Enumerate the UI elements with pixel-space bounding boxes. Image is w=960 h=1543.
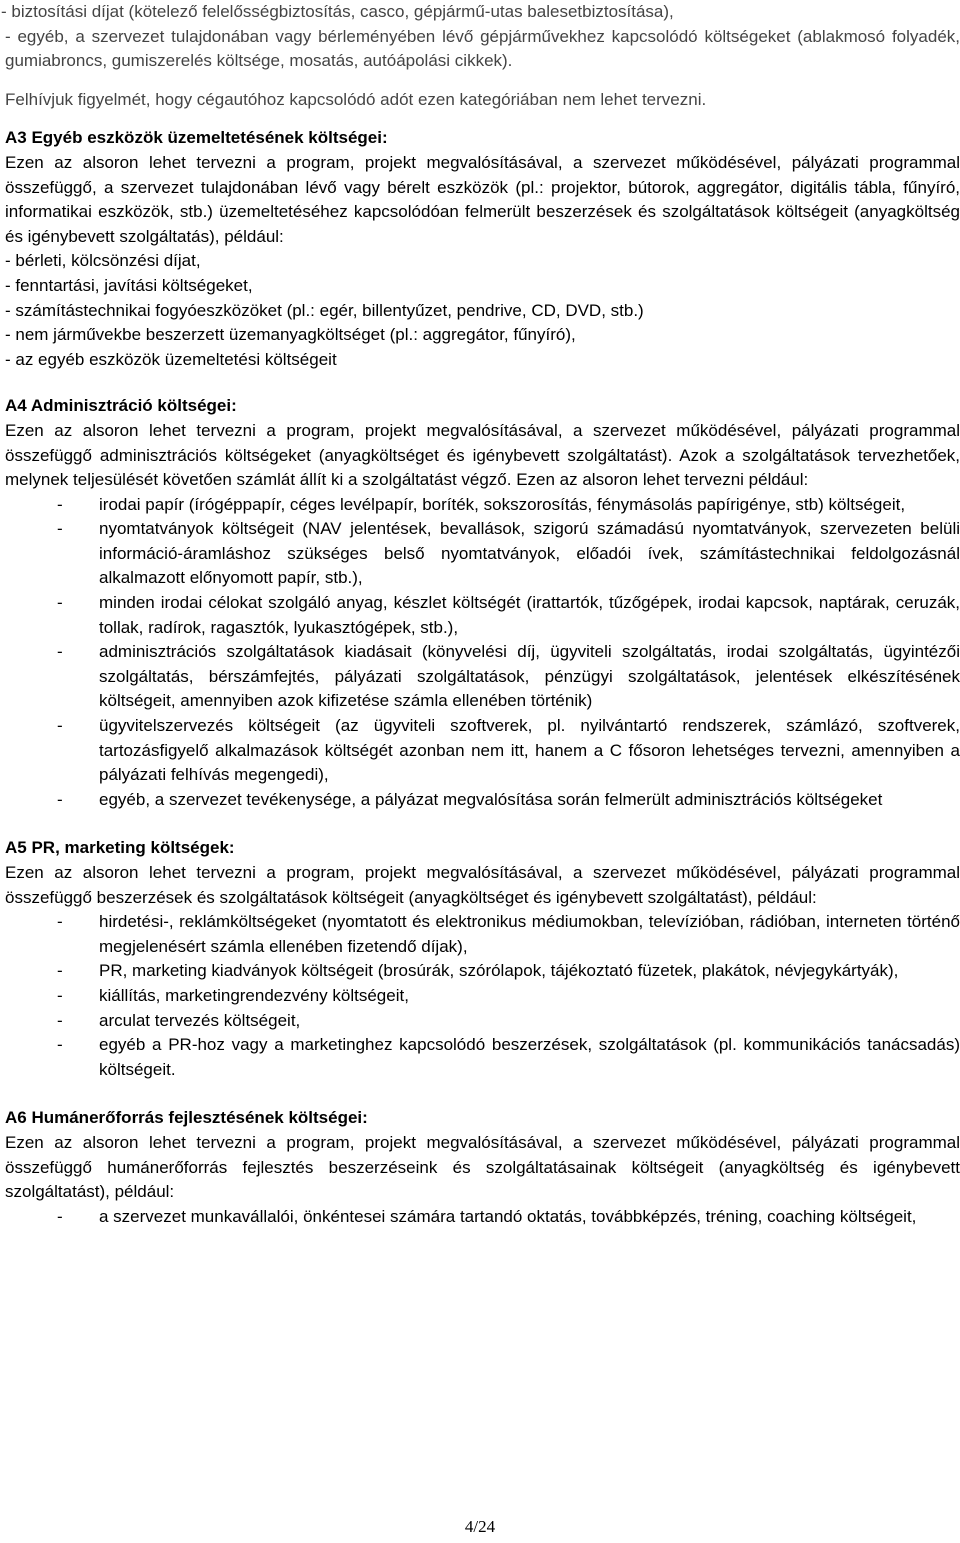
- dash-bullet: -: [57, 789, 63, 809]
- dash-bullet: -: [57, 961, 63, 981]
- a5-list: [5, 910, 960, 1082]
- dash-bullet: -: [57, 593, 63, 613]
- section-a4-body: Ezen az alsoron lehet tervezni a program, projekt megvalósításával, a szervezet működésével, pályázati programmal összefüggő adminisztrációs költségeket (anyagköltséget és igénybevett szolgáltatást). Azok a szolgáltatások tervezhetőek, melynek teljesülését követően számlát állít ki a szolgáltatást végző. Ezen az alsoron lehet tervezni például:: [5, 420, 960, 490]
- a3-item: - nem járművekbe beszerzett üzemanyagköltséget (pl.: aggregátor, fűnyíró),: [5, 325, 576, 345]
- dash-bullet: -: [57, 1010, 63, 1030]
- section-a5-title: A5 PR, marketing költségek:: [5, 838, 235, 858]
- dash-bullet: -: [57, 985, 63, 1005]
- dash-bullet: -: [57, 519, 63, 539]
- a6-item: - a szervezet munkavállalói, önkéntesei számára tartandó oktatás, továbbképzés, tréning, coaching költségeit,: [5, 1205, 960, 1230]
- a6-list: [5, 1205, 960, 1230]
- a5-item: - PR, marketing kiadványok költségeit (brosúrák, szórólapok, tájékoztató füzetek, plakátok, névjegykártyák),: [5, 959, 960, 984]
- a4-list: [5, 493, 960, 813]
- section-a6-body: Ezen az alsoron lehet tervezni a program, projekt megvalósításával, a szervezet működésével, pályázati programmal összefüggő humánerőforrás fejlesztés beszerzéseink és szolgáltatásainak költségeit (anyagköltség és igénybevett szolgáltatást), például:: [5, 1132, 960, 1202]
- a3-item: - számítástechnikai fogyóeszközöket (pl.: egér, billentyűzet, pendrive, CD, DVD, stb.): [5, 300, 644, 320]
- a3-item: - fenntartási, javítási költségeket,: [5, 275, 253, 295]
- intro-line-2: - egyéb, a szervezet tulajdonában vagy bérleményében lévő gépjárművekhez kapcsolódó költségeket (ablakmosó folyadék, gumiabroncs, gumiszerelés költsége, mosatás, autóápolási cikkek).: [5, 26, 960, 71]
- section-a6-title: A6 Humánerőforrás fejlesztésének költségei:: [5, 1108, 368, 1128]
- a4-item: - minden irodai célokat szolgáló anyag, készlet költségét (irattartók, tűzőgépek, irodai kapcsok, naptárak, ceruzák, tollak, radírok, ragasztók, lyukasztógépek, stb.),: [57, 593, 960, 637]
- section-a5-body: Ezen az alsoron lehet tervezni a program, projekt megvalósításával, a szervezet működésével, pályázati programmal összefüggő beszerzések és szolgáltatások költségeit (anyagköltséget és igénybevett szolgáltatást), például:: [5, 863, 960, 907]
- dash-bullet: -: [57, 494, 63, 514]
- a5-item: - arculat tervezés költségeit,: [5, 1009, 960, 1034]
- a4-item: - irodai papír (írógéppapír, céges levélpapír, boríték, sokszorosítás, fénymásolás papírigénye, stb) költségeit,: [5, 493, 960, 518]
- a4-item: - ügyvitelszervezés költségeit (az ügyviteli szoftverek, pl. nyilvántartó rendszerek, számlázó, szoftverek, tartozásfigyelő alkalmazások költségét azonban nem itt, hanem a C fősoron lehetséges tervezni, amennyiben a pályázati felhívás megengedi),: [57, 716, 960, 785]
- document-page: [1, 0, 960, 1229]
- a5-item: - kiállítás, marketingrendezvény költségeit,: [5, 984, 960, 1009]
- a3-item: - az egyéb eszközök üzemeltetési költségeit: [5, 349, 337, 369]
- a5-item: - hirdetési-, reklámköltségeket (nyomtatott és elektronikus médiumokban, televízióban, rádióban, interneten történő megjelenésért számla ellenében fizetendő díjak),: [57, 912, 960, 956]
- dash-bullet: -: [57, 642, 63, 662]
- dash-bullet: -: [57, 716, 63, 736]
- section-a3-body: Ezen az alsoron lehet tervezni a program, projekt megvalósításával, a szervezet működésével, pályázati programmal összefüggő, a szervezet tulajdonában lévő vagy bérelt eszközök (pl.: projektor, bútorok, aggregátor, digitális tábla, fűnyíró, informatikai eszközök, stb.) üzemeltetéséhez kapcsolódóan felmerült beszerzések és szolgáltatások költségeit (anyagköltség és igénybevett szolgáltatás), például:: [5, 152, 960, 246]
- a4-item: - nyomtatványok költségeit (NAV jelentések, bevallások, szigorú számadású nyomtatványok, szervezeten belüli információ-áramláshoz szükséges belső nyomtatványok, előadói ívek, számítástechnikai feldolgozásnál alkalmazott előnyomott papír, stb.),: [57, 519, 960, 588]
- a4-item: - adminisztrációs szolgáltatások kiadásait (könyvelési díj, ügyviteli szolgáltatás, irodai szolgáltatás, ügyintézői szolgáltatás, bérszámfejtés, pályázati szolgáltatások, pénzügyi szolgáltatások, jelentések elkészítésének költségeit, amennyiben azok kifizetése számla ellenében történik): [57, 642, 960, 711]
- page-number: 4/24: [464, 1517, 496, 1536]
- intro-line-1: - biztosítási díjat (kötelező felelősségbiztosítás, casco, gépjármű-utas balesetbiztosítása),: [1, 2, 674, 21]
- section-a3-title: A3 Egyéb eszközök üzemeltetésének költségei:: [5, 128, 388, 148]
- section-a4-title: A4 Adminisztráció költségei:: [5, 396, 237, 416]
- a5-item: - egyéb a PR-hoz vagy a marketinghez kapcsolódó beszerzések, szolgáltatások (pl. kommunikációs tanácsadás) költségeit.: [57, 1035, 960, 1079]
- a4-item: - egyéb, a szervezet tevékenysége, a pályázat megvalósítása során felmerült adminisztrációs költségeket: [5, 788, 960, 813]
- dash-bullet: -: [57, 912, 63, 932]
- dash-bullet: -: [57, 1035, 63, 1055]
- dash-bullet: -: [57, 1206, 63, 1226]
- a3-item: - bérleti, kölcsönzési díjat,: [5, 251, 201, 271]
- intro-note: Felhívjuk figyelmét, hogy cégautóhoz kapcsolódó adót ezen kategóriában nem lehet tervezni.: [5, 89, 707, 109]
